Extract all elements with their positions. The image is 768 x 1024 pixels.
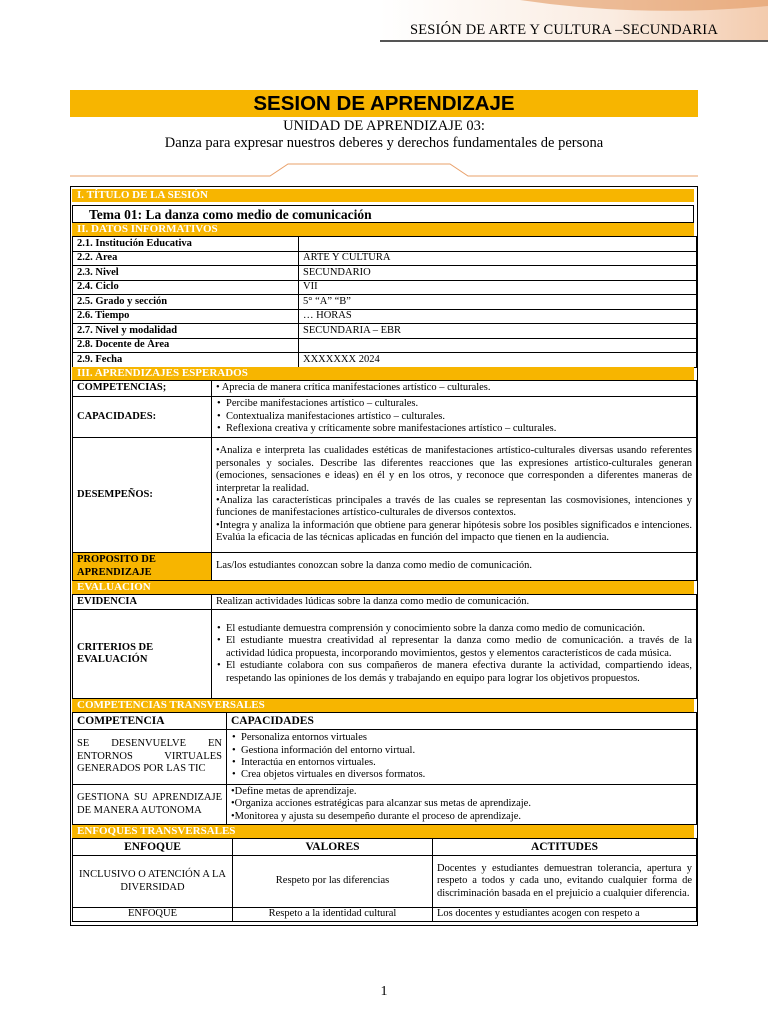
- list-item: •Monitorea y ajusta su desempeño durante el proceso de aprendizaje.: [231, 810, 521, 822]
- page-title: SESION DE APRENDIZAJE: [70, 90, 698, 117]
- table-row: [73, 353, 697, 368]
- datos-label: 2.2. Área: [73, 251, 299, 266]
- list-item: •Integra y analiza la información que obtiene para generar hipótesis sobre los posibles significados e intenciones. Evalúa la eficacia de las técnicas aplicadas en función del impacto que tienen en la audiencia.: [216, 519, 692, 544]
- table-row: [73, 309, 697, 324]
- table-row: [73, 251, 697, 266]
- enfoque-name: INCLUSIVO O ATENCIÓN A LA DIVERSIDAD: [73, 856, 233, 908]
- list-item: •Define metas de aprendizaje.: [231, 785, 357, 797]
- datos-label: 2.3. Nivel: [73, 266, 299, 281]
- table-row: [73, 397, 697, 438]
- datos-label: 2.5. Grado y sección: [73, 295, 299, 310]
- enfoque-valor: Respeto a la identidad cultural: [233, 908, 433, 922]
- list-item: • Gestiona información del entorno virtual.: [231, 745, 692, 757]
- datos-label: 2.6. Tiempo: [73, 309, 299, 324]
- table-row: [73, 839, 697, 856]
- list-item: • El estudiante colabora con sus compañeros de manera efectiva durante la actividad, compartiendo ideas, respetando las opiniones de los demás y trabajando en equipo para lograr los objetivos propuestos.: [216, 660, 692, 685]
- criterios-label: CRITERIOS DE EVALUACIÓN: [73, 610, 212, 699]
- table-row: [73, 553, 697, 581]
- datos-label: 2.1. Institución Educativa: [73, 237, 299, 252]
- desempenos-list: [212, 438, 697, 553]
- enfoque-actitud: Los docentes y estudiantes acogen con respeto a: [433, 908, 697, 922]
- col-header-valores: VALORES: [233, 839, 433, 856]
- table-row: [73, 713, 697, 730]
- title-divider: [70, 160, 698, 182]
- table-row: [73, 610, 697, 699]
- table-row: [73, 908, 697, 922]
- list-item: •Organiza acciones estratégicas para alcanzar sus metas de aprendizaje.: [231, 798, 531, 810]
- header-banner: SESIÓN DE ARTE Y CULTURA –SECUNDARIA: [409, 22, 718, 38]
- datos-value: [299, 338, 697, 353]
- datos-value: … HORAS: [299, 309, 697, 324]
- section-enfoques: ENFOQUES TRANSVERSALES: [72, 825, 694, 838]
- enfoque-name: ENFOQUE: [73, 908, 233, 922]
- table-row: [73, 237, 697, 252]
- unit-title: Danza para expresar nuestros deberes y derechos fundamentales de persona: [164, 135, 604, 151]
- list-item: • Reflexiona creativa y críticamente sobre manifestaciones artístico – culturales.: [216, 423, 692, 435]
- datos-value: [299, 237, 697, 252]
- capacidades-label: CAPACIDADES:: [73, 397, 212, 438]
- datos-value: XXXXXXX 2024: [299, 353, 697, 368]
- datos-value: 5° “A” “B”: [299, 295, 697, 310]
- datos-label: 2.9. Fecha: [73, 353, 299, 368]
- col-header-capacidades: CAPACIDADES: [227, 713, 697, 730]
- datos-label: 2.4. Ciclo: [73, 280, 299, 295]
- list-item: • Crea objetos virtuales en diversos formatos.: [231, 769, 692, 781]
- session-topic: Tema 01: La danza como medio de comunicación: [72, 205, 694, 223]
- transversales-table: [72, 712, 697, 825]
- list-item: • Personaliza entornos virtuales: [231, 732, 692, 744]
- table-row: [73, 324, 697, 339]
- criterios-list: [212, 610, 697, 699]
- competencias-value: • Aprecia de manera crítica manifestaciones artístico – culturales.: [212, 381, 697, 397]
- enfoques-table: [72, 838, 697, 922]
- list-item: • Contextualiza manifestaciones artístico – culturales.: [216, 411, 692, 423]
- datos-value: VII: [299, 280, 697, 295]
- capacidades-list: [227, 730, 697, 785]
- proposito-label: PROPOSITO DE APRENDIZAJE: [73, 553, 212, 581]
- enfoque-actitud: Docentes y estudiantes demuestran tolerancia, apertura y respeto a todos y cada uno, evitando cualquier forma de discriminación basada en el prejuicio a cualquier diferencia.: [433, 856, 697, 908]
- enfoque-valor: Respeto por las diferencias: [233, 856, 433, 908]
- unit-label: UNIDAD DE APRENDIZAJE 03:: [283, 118, 485, 134]
- datos-table: [72, 236, 697, 368]
- evaluacion-table: [72, 594, 697, 699]
- datos-label: 2.7. Nivel y modalidad: [73, 324, 299, 339]
- list-item: • Percibe manifestaciones artístico – culturales.: [216, 398, 692, 410]
- list-item: • Interactúa en entornos virtuales.: [231, 757, 692, 769]
- table-row: [73, 280, 697, 295]
- table-row: [73, 785, 697, 825]
- table-row: [73, 438, 697, 553]
- table-row: [73, 266, 697, 281]
- table-row: [73, 338, 697, 353]
- aprendizajes-table: [72, 380, 697, 581]
- section-transversales: COMPETENCIAS TRANSVERSALES: [72, 699, 694, 712]
- datos-value: SECUNDARIA – EBR: [299, 324, 697, 339]
- list-item: • El estudiante muestra creatividad al representar la danza como medio de comunicación. a través de la actividad lúdica propuesta, incorporando movimientos, gestos y elementos característicos de cada música.: [216, 635, 692, 660]
- evidencia-value: Realizan actividades lúdicas sobre la danza como medio de comunicación.: [212, 595, 697, 610]
- col-header-actitudes: ACTITUDES: [433, 839, 697, 856]
- list-item: • El estudiante demuestra comprensión y conocimiento sobre la danza como medio de comunicación.: [216, 623, 692, 635]
- desempenos-label: DESEMPEÑOS:: [73, 438, 212, 553]
- page-number: 1: [380, 984, 388, 999]
- table-row: [73, 295, 697, 310]
- section-title-session: I. TÍTULO DE LA SESIÓN: [72, 189, 694, 202]
- datos-label: 2.8. Docente de Área: [73, 338, 299, 353]
- evidencia-label: EVIDENCIA: [73, 595, 212, 610]
- table-row: [73, 730, 697, 785]
- section-evaluacion: EVALUACION: [72, 581, 694, 594]
- table-row: [73, 381, 697, 397]
- competencia-name: GESTIONA SU APRENDIZAJE DE MANERA AUTONOMA: [73, 785, 227, 825]
- competencia-name: SE DESENVUELVE EN ENTORNOS VIRTUALES GENERADOS POR LAS TIC: [73, 730, 227, 785]
- competencias-label: COMPETENCIAS;: [73, 381, 212, 397]
- datos-value: SECUNDARIO: [299, 266, 697, 281]
- header-rule: [380, 40, 768, 42]
- capacidades-list: [212, 397, 697, 438]
- proposito-value: Las/los estudiantes conozcan sobre la danza como medio de comunicación.: [212, 553, 697, 581]
- list-item: •Analiza e interpreta las cualidades estéticas de manifestaciones artístico-culturales diversas usando referentes personales y sociales. Describe las diferentes reacciones que las expresiones artístico-culturales generan (emociones, sensaciones e ideas) en él y en los otros, y reconoce que corresponden a diferentes maneras de interpretar la realidad.: [216, 445, 692, 494]
- table-row: [73, 595, 697, 610]
- col-header-competencia: COMPETENCIA: [73, 713, 227, 730]
- table-row: [73, 856, 697, 908]
- section-datos: II. DATOS INFORMATIVOS: [72, 223, 694, 236]
- capacidades-list: [227, 785, 697, 825]
- col-header-enfoque: ENFOQUE: [73, 839, 233, 856]
- list-item: •Analiza las características principales a través de las cuales se representan las cosmovisiones, intenciones y funciones de manifestaciones artístico-culturales de diversos contextos.: [216, 495, 692, 519]
- datos-value: ARTE Y CULTURA: [299, 251, 697, 266]
- section-aprendizajes: III. APRENDIZAJES ESPERADOS: [72, 367, 694, 380]
